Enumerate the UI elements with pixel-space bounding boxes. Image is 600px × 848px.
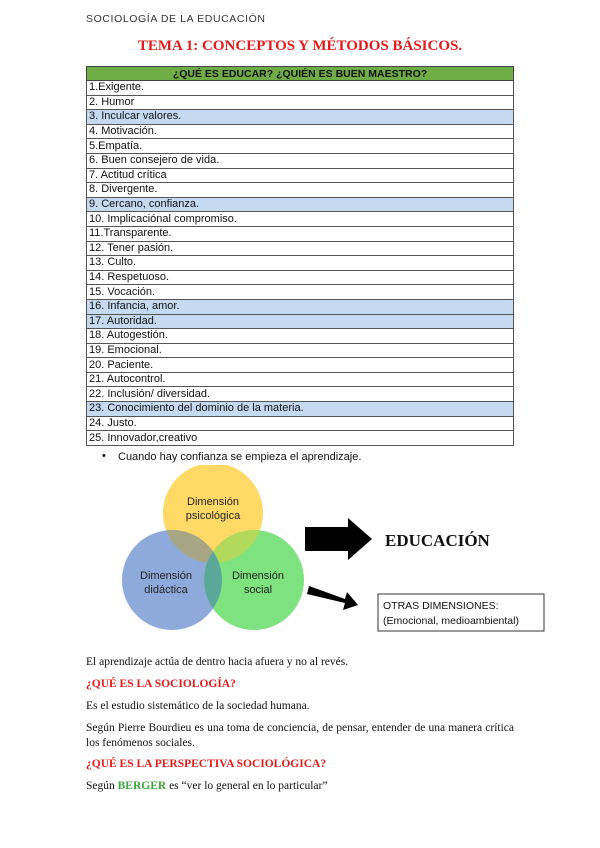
table-cell: 19. Emocional.: [87, 343, 514, 358]
table-row: [87, 212, 514, 227]
running-header: SOCIOLOGÍA DE LA EDUCACIÓN: [86, 13, 266, 25]
table-cell: 24. Justo.: [87, 416, 514, 431]
table-cell: 23. Conocimiento del dominio de la materia.: [87, 402, 514, 417]
table-row: [87, 139, 514, 154]
table-cell: 25. Innovador,creativo: [87, 431, 514, 446]
other-dimensions-title: OTRAS DIMENSIONES:: [383, 600, 499, 612]
table-row: [87, 431, 514, 446]
table-cell: 3. Inculcar valores.: [87, 110, 514, 125]
table-row: [87, 314, 514, 329]
berger-prefix: Según: [86, 780, 118, 792]
table-cell: 10. Implicaciónal compromiso.: [87, 212, 514, 227]
table-row: [87, 124, 514, 139]
table-row: [87, 372, 514, 387]
table-row: [87, 387, 514, 402]
table-row: [87, 256, 514, 271]
arrow-down-right-icon: [307, 586, 358, 610]
table-row: [87, 241, 514, 256]
table-row: [87, 416, 514, 431]
table-row: [87, 110, 514, 125]
berger-quote: es “ver lo general en lo particular”: [166, 780, 328, 792]
table-row: [87, 358, 514, 373]
table-cell: 6. Buen consejero de vida.: [87, 153, 514, 168]
table-cell: 13. Culto.: [87, 256, 514, 271]
table-row: [87, 299, 514, 314]
circle-left-label-1: Dimensión: [140, 570, 192, 582]
table-cell: 22. Inclusión/ diversidad.: [87, 387, 514, 402]
circle-right-label-1: Dimensión: [232, 570, 284, 582]
table-body: [87, 81, 514, 446]
table-cell: 15. Vocación.: [87, 285, 514, 300]
circle-left-label-2: didáctica: [144, 584, 188, 596]
table-cell: 11.Transparente.: [87, 226, 514, 241]
paragraph-definition: Es el estudio sistemático de la sociedad humana.: [86, 700, 310, 712]
table-cell: 9. Cercano, confianza.: [87, 197, 514, 212]
table-row: [87, 95, 514, 110]
circle-top-label-1: Dimensión: [187, 496, 239, 508]
table-cell: 17. Autoridad.: [87, 314, 514, 329]
table-cell: 5.Empatía.: [87, 139, 514, 154]
table-row: [87, 402, 514, 417]
arrow-right-icon: [305, 518, 372, 560]
table-cell: 18. Autogestión.: [87, 329, 514, 344]
table-cell: 4. Motivación.: [87, 124, 514, 139]
bullet-dot: •: [102, 450, 106, 462]
table-row: [87, 168, 514, 183]
education-dimensions-diagram: [0, 465, 600, 645]
table-cell: 14. Respetuoso.: [87, 270, 514, 285]
circle-top-label-2: psicológica: [185, 510, 241, 522]
other-dimensions-list: (Emocional, medioambiental): [383, 615, 519, 627]
heading-perspective: ¿QUÉ ES LA PERSPECTIVA SOCIOLÓGICA?: [86, 758, 327, 770]
heading-sociology: ¿QUÉ ES LA SOCIOLOGÍA?: [86, 678, 236, 690]
qualities-table: [86, 66, 514, 446]
table-cell: 21. Autocontrol.: [87, 372, 514, 387]
berger-name: BERGER: [117, 780, 167, 792]
table-row: [87, 153, 514, 168]
table-cell: 12. Tener pasión.: [87, 241, 514, 256]
paragraph-bourdieu: Según Pierre Bourdieu es una toma de conciencia, de pensar, entender de una manera crítica los fenómenos sociales.: [86, 722, 514, 749]
paragraph-berger: [86, 779, 514, 794]
table-cell: 20. Paciente.: [87, 358, 514, 373]
table-row: [87, 285, 514, 300]
table-row: [87, 81, 514, 96]
education-label: EDUCACIÓN: [385, 531, 490, 550]
bullet-text: Cuando hay confianza se empieza el aprendizaje.: [118, 451, 362, 463]
table-row: [87, 197, 514, 212]
paragraph-learning: El aprendizaje actúa de dentro hacia afuera y no al revés.: [86, 656, 349, 668]
table-cell: 1.Exigente.: [87, 81, 514, 96]
table-row: [87, 183, 514, 198]
table-cell: 16. Infancia, amor.: [87, 299, 514, 314]
table-row: [87, 226, 514, 241]
table-header: ¿QUÉ ES EDUCAR? ¿QUIÉN ES BUEN MAESTRO?: [87, 67, 514, 81]
table-row: [87, 270, 514, 285]
circle-right-label-2: social: [243, 584, 273, 596]
table-header-row: [87, 67, 514, 81]
table-cell: 7. Actitud crítica: [87, 168, 514, 183]
page-title: TEMA 1: CONCEPTOS Y MÉTODOS BÁSICOS.: [137, 38, 463, 54]
table-row: [87, 329, 514, 344]
table-cell: 8. Divergente.: [87, 183, 514, 198]
bullet-item: [102, 450, 362, 463]
table-row: [87, 343, 514, 358]
table-cell: 2. Humor: [87, 95, 514, 110]
